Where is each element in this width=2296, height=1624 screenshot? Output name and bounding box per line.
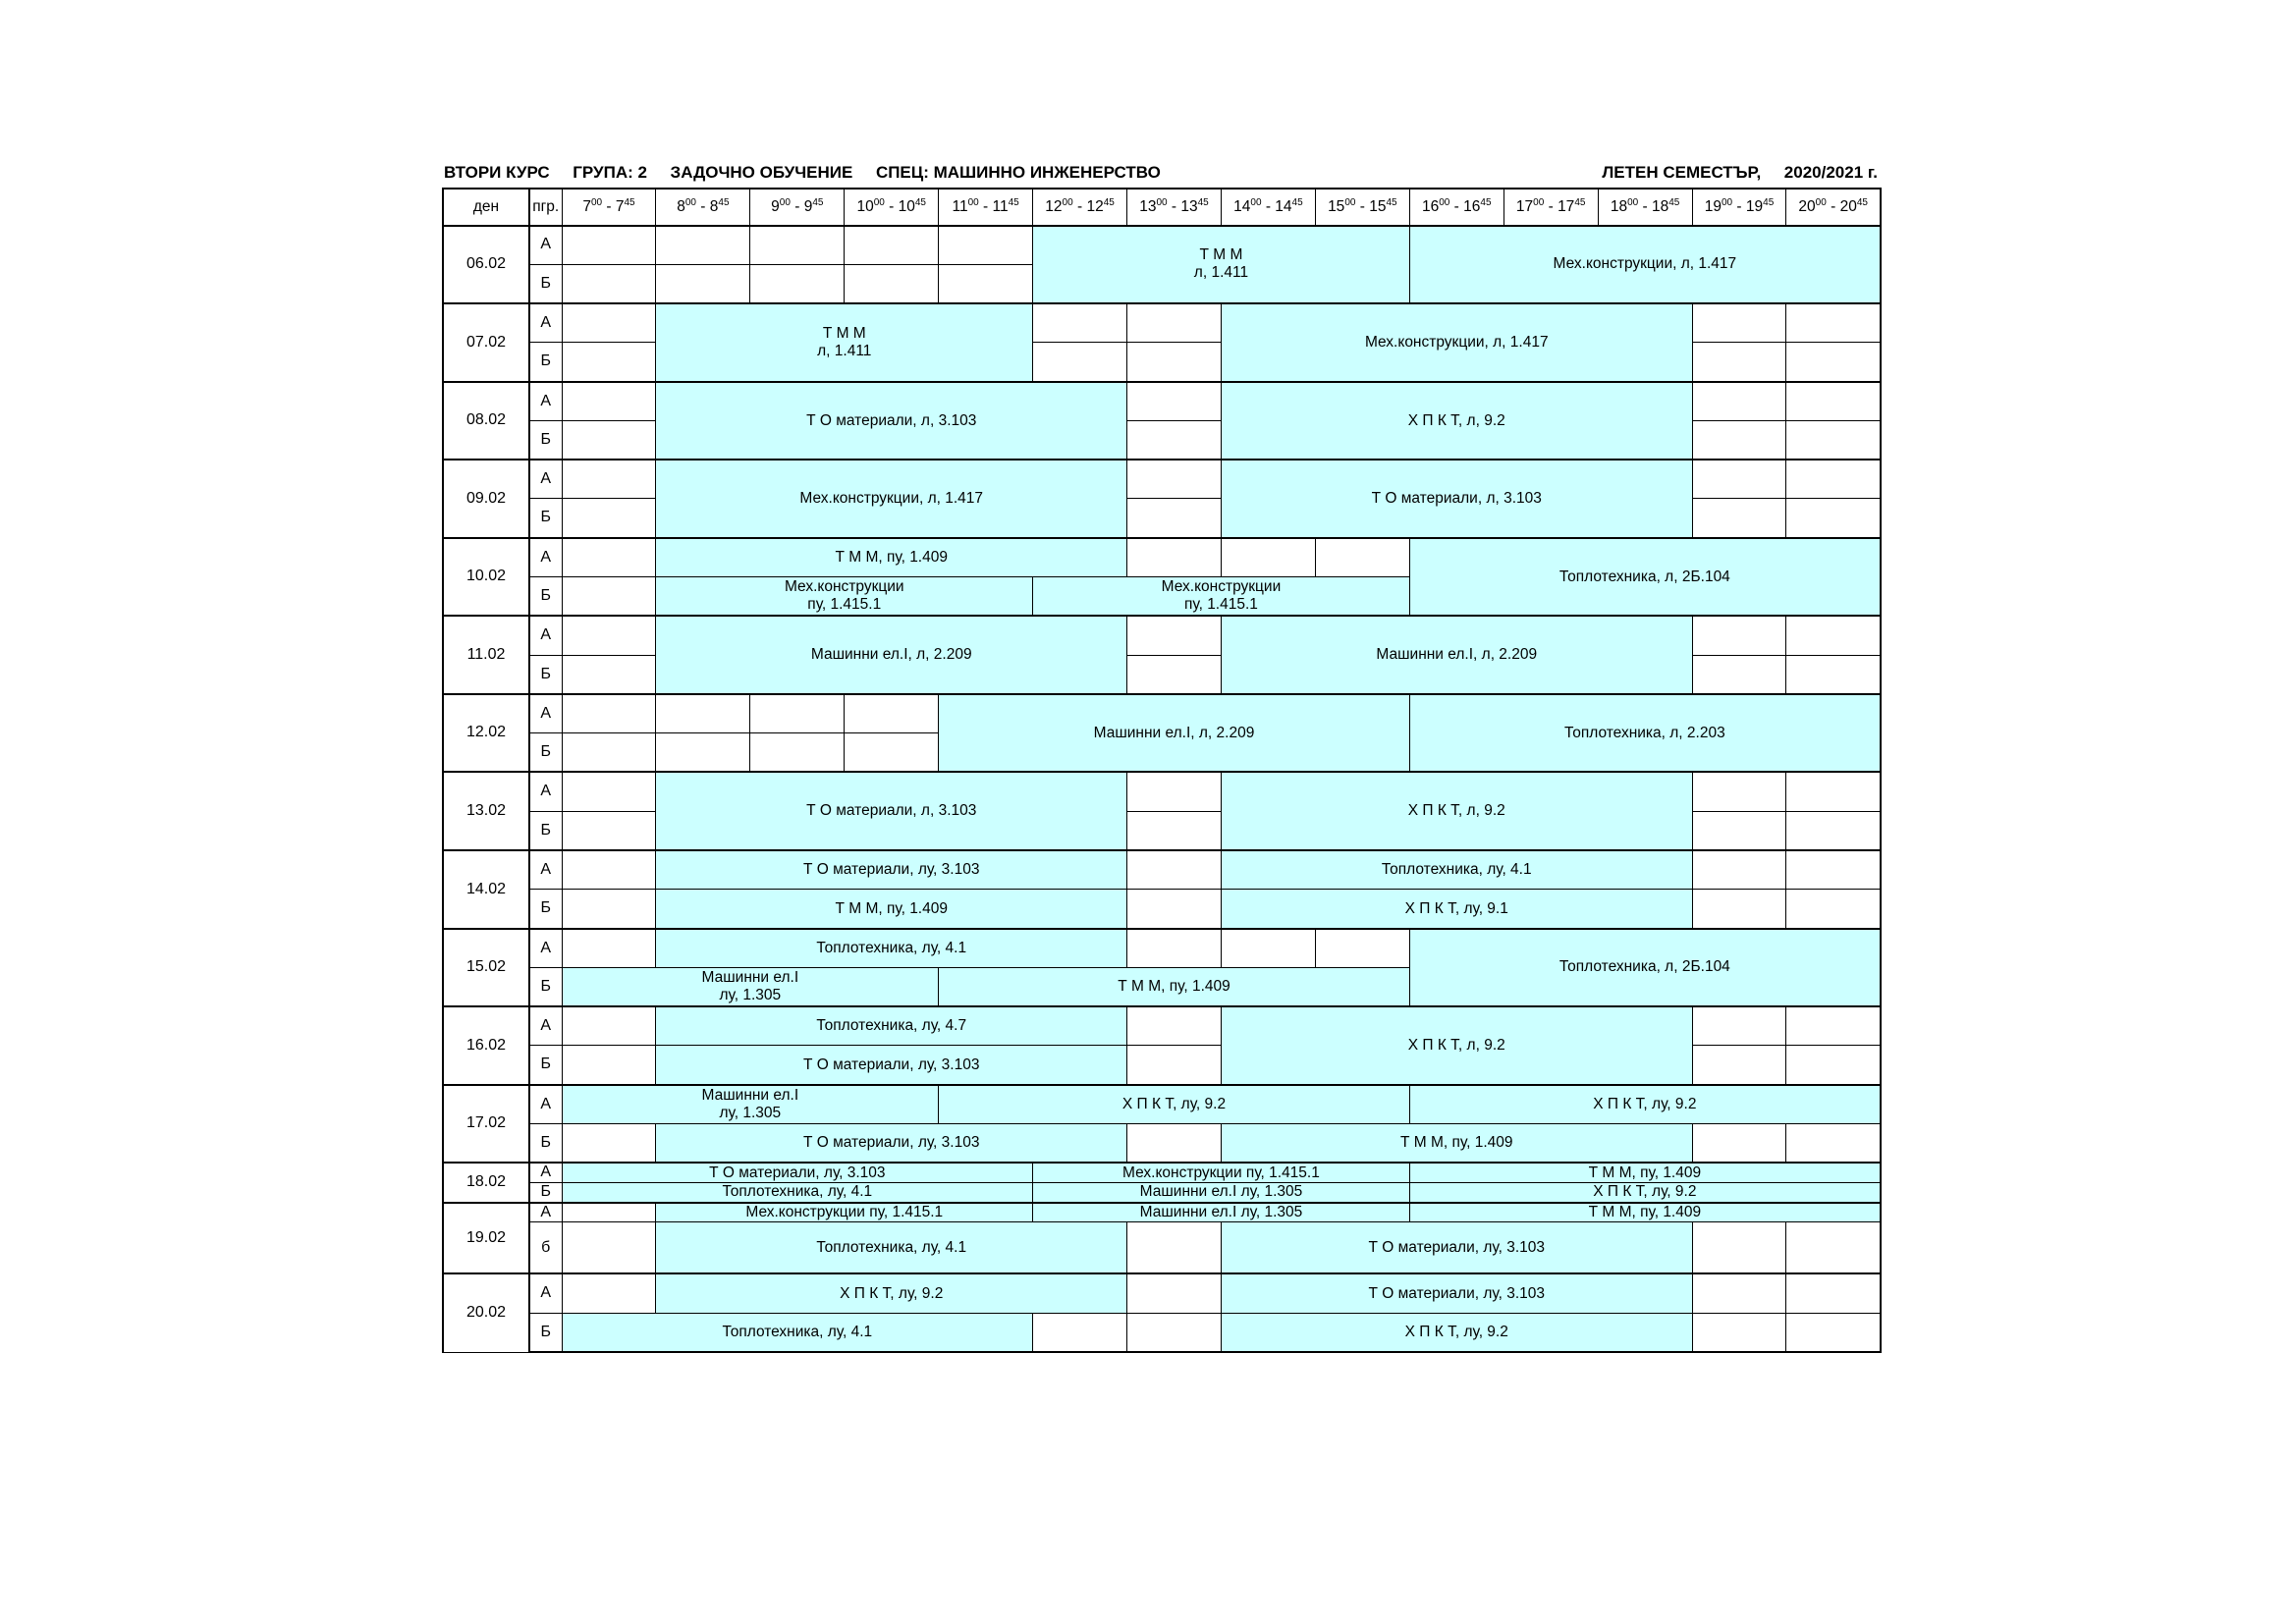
empty-slot-cell <box>1127 343 1222 382</box>
subgroup-label: Б <box>529 811 562 850</box>
empty-slot-cell <box>656 733 750 773</box>
subgroup-label: А <box>529 772 562 811</box>
schedule-row <box>443 1163 1881 1182</box>
class-session-text: Машинни ел.I <box>701 1087 799 1105</box>
empty-slot-cell <box>1127 1313 1222 1352</box>
empty-slot-cell <box>1127 1123 1222 1163</box>
schedule-row <box>443 1182 1881 1202</box>
empty-slot-cell <box>562 772 656 811</box>
class-session-text: Топлотехника, лу, 4.1 <box>816 939 967 956</box>
empty-slot-cell <box>845 694 939 733</box>
class-session-text: Топлотехника, лу, 4.1 <box>1381 861 1532 879</box>
day-date: 13.02 <box>443 772 529 850</box>
empty-slot-cell <box>1786 772 1881 811</box>
empty-slot-cell <box>750 264 845 303</box>
day-column-header: ден <box>443 189 529 226</box>
class-session-text: Машинни ел.I <box>701 969 799 987</box>
empty-slot-cell <box>656 264 750 303</box>
class-session-text: Машинни ел.I, л, 2.209 <box>1376 646 1538 664</box>
subgroup-label: Б <box>529 1313 562 1352</box>
empty-slot-cell <box>939 264 1033 303</box>
subgroup-label: А <box>529 616 562 655</box>
class-session-text: Т О материали, л, 3.103 <box>806 802 977 820</box>
subgroup-label: А <box>529 1006 562 1046</box>
subgroup-label: Б <box>529 890 562 929</box>
empty-slot-cell <box>1127 616 1222 655</box>
empty-slot-cell <box>1127 655 1222 694</box>
empty-slot-cell <box>1127 890 1222 929</box>
empty-slot-cell <box>1315 929 1409 968</box>
schedule-row <box>443 303 1881 343</box>
class-session-text: Х П К Т, лу, 9.2 <box>1121 1095 1227 1112</box>
subgroup-label: Б <box>529 343 562 382</box>
class-session-text: Топлотехника, лу, 4.1 <box>816 1238 967 1256</box>
empty-slot-cell <box>562 850 656 890</box>
time-slot-header: $14^{00} - 14^{45}$ <box>1221 189 1315 226</box>
empty-slot-cell <box>1221 929 1315 968</box>
class-session-cell <box>656 1123 1127 1163</box>
subgroup-label: Б <box>529 1182 562 1202</box>
subgroup-label: А <box>529 850 562 890</box>
empty-slot-cell <box>1692 1123 1786 1163</box>
day-date: 07.02 <box>443 303 529 382</box>
class-session-text: Мех.конструкции, л, 1.417 <box>1553 255 1737 273</box>
empty-slot-cell <box>1786 655 1881 694</box>
class-session-cell <box>656 616 1127 694</box>
class-session-text: Топлотехника, л, 2Б.104 <box>1558 958 1730 976</box>
empty-slot-cell <box>1692 420 1786 460</box>
subgroup-label: А <box>529 1085 562 1124</box>
empty-slot-cell <box>562 343 656 382</box>
empty-slot-cell <box>1692 772 1786 811</box>
empty-slot-cell <box>1692 890 1786 929</box>
class-session-text: Х П К Т, лу, 9.1 <box>1404 899 1508 917</box>
subgroup-label: б <box>529 1222 562 1274</box>
empty-slot-cell <box>1692 850 1786 890</box>
subgroup-label: Б <box>529 655 562 694</box>
empty-slot-cell <box>562 1222 656 1274</box>
class-session-text: Мех.конструкции, л, 1.417 <box>799 490 984 508</box>
class-session-text: Т М М, пу, 1.409 <box>835 899 948 917</box>
empty-slot-cell <box>1127 303 1222 343</box>
class-session-text: Х П К Т, лу, 9.2 <box>840 1284 944 1302</box>
day-date: 06.02 <box>443 226 529 304</box>
subgroup-label: А <box>529 303 562 343</box>
empty-slot-cell <box>1786 499 1881 538</box>
class-session-text: Х П К Т, л, 9.2 <box>1407 802 1505 820</box>
class-session-cell <box>1033 1203 1410 1222</box>
subgroup-label: Б <box>529 733 562 773</box>
empty-slot-cell <box>562 538 656 577</box>
day-date: 16.02 <box>443 1006 529 1085</box>
class-session-cell <box>1033 1163 1410 1182</box>
empty-slot-cell <box>1692 1006 1786 1046</box>
class-session-cell <box>1221 890 1692 929</box>
time-slot-header: $20^{00} - 20^{45}$ <box>1786 189 1881 226</box>
class-session-text: Т О материали, лу, 3.103 <box>709 1164 886 1181</box>
subgroup-label: А <box>529 929 562 968</box>
day-date: 08.02 <box>443 382 529 460</box>
empty-slot-cell <box>1692 1273 1786 1313</box>
class-session-text: Машинни ел.I, л, 2.209 <box>810 646 972 664</box>
schedule-row <box>443 460 1881 499</box>
schedule-row <box>443 226 1881 265</box>
class-session-text: лу, 1.305 <box>719 1104 782 1121</box>
time-slot-header: $12^{00} - 12^{45}$ <box>1033 189 1127 226</box>
class-session-text: Т О материали, лу, 3.103 <box>1368 1238 1545 1256</box>
empty-slot-cell <box>750 226 845 265</box>
class-session-text: Х П К Т, лу, 9.2 <box>1593 1095 1697 1112</box>
class-session-text: Топлотехника, лу, 4.1 <box>722 1323 873 1340</box>
class-session-text: Т М М, пу, 1.409 <box>1588 1164 1702 1181</box>
empty-slot-cell <box>1786 850 1881 890</box>
class-session-text: Т О материали, лу, 3.103 <box>802 1056 980 1073</box>
empty-slot-cell <box>562 420 656 460</box>
subgroup-label: А <box>529 226 562 265</box>
empty-slot-cell <box>1692 1313 1786 1352</box>
empty-slot-cell <box>562 382 656 421</box>
class-session-cell <box>939 694 1410 773</box>
schedule-row <box>443 382 1881 421</box>
empty-slot-cell <box>1221 538 1315 577</box>
empty-slot-cell <box>562 1123 656 1163</box>
class-session-text: лу, 1.305 <box>719 986 782 1003</box>
empty-slot-cell <box>1692 811 1786 850</box>
empty-slot-cell <box>562 929 656 968</box>
class-session-cell <box>1033 577 1410 617</box>
day-date: 09.02 <box>443 460 529 538</box>
class-session-cell <box>1221 303 1692 382</box>
schedule-row <box>443 1006 1881 1046</box>
empty-slot-cell <box>845 264 939 303</box>
class-session-text: Т О материали, л, 3.103 <box>806 411 977 429</box>
class-session-cell <box>562 1163 1033 1182</box>
empty-slot-cell <box>1127 929 1222 968</box>
day-date: 17.02 <box>443 1085 529 1164</box>
empty-slot-cell <box>562 499 656 538</box>
time-slot-header: $15^{00} - 15^{45}$ <box>1315 189 1409 226</box>
empty-slot-cell <box>750 694 845 733</box>
class-session-text: Мех.конструкции пу, 1.415.1 <box>745 1203 944 1220</box>
empty-slot-cell <box>1692 499 1786 538</box>
subgroup-label: Б <box>529 420 562 460</box>
empty-slot-cell <box>1786 382 1881 421</box>
day-date: 14.02 <box>443 850 529 929</box>
schedule-row <box>443 1313 1881 1352</box>
subgroup-label: Б <box>529 577 562 617</box>
day-date: 20.02 <box>443 1273 529 1352</box>
empty-slot-cell <box>1692 303 1786 343</box>
empty-slot-cell <box>1692 616 1786 655</box>
time-slot-header: $11^{00} - 11^{45}$ <box>939 189 1033 226</box>
subgroup-label: Б <box>529 499 562 538</box>
subgroup-label: Б <box>529 1123 562 1163</box>
class-session-text: Топлотехника, л, 2.203 <box>1563 724 1725 741</box>
empty-slot-cell <box>1127 1222 1222 1274</box>
class-session-text: Х П К Т, л, 9.2 <box>1407 1037 1505 1054</box>
schedule-table-wrapper <box>442 188 1880 1353</box>
schedule-table <box>442 188 1882 1353</box>
class-session-cell <box>656 929 1127 968</box>
empty-slot-cell <box>656 694 750 733</box>
empty-slot-cell <box>1127 499 1222 538</box>
time-slot-header: $18^{00} - 18^{45}$ <box>1598 189 1692 226</box>
empty-slot-cell <box>939 226 1033 265</box>
schedule-row <box>443 1085 1881 1124</box>
empty-slot-cell <box>1786 616 1881 655</box>
class-session-text: Мех.конструкции <box>784 578 904 596</box>
empty-slot-cell <box>562 1273 656 1313</box>
empty-slot-cell <box>1033 303 1127 343</box>
class-session-cell <box>562 1182 1033 1202</box>
class-session-cell <box>1409 1085 1881 1124</box>
class-session-text: Т М М <box>1199 246 1243 264</box>
empty-slot-cell <box>562 811 656 850</box>
class-session-text: Х П К Т, л, 9.2 <box>1407 411 1505 429</box>
empty-slot-cell <box>1127 382 1222 421</box>
class-session-cell <box>1221 772 1692 850</box>
class-session-cell <box>1221 460 1692 538</box>
class-session-cell <box>656 850 1127 890</box>
empty-slot-cell <box>1033 1313 1127 1352</box>
empty-slot-cell <box>1786 1123 1881 1163</box>
time-slot-header: $19^{00} - 19^{45}$ <box>1692 189 1786 226</box>
empty-slot-cell <box>1127 1046 1222 1085</box>
document-header <box>444 163 1878 185</box>
time-slot-header: $7^{00} - 7^{45}$ <box>562 189 656 226</box>
class-session-cell <box>562 967 939 1006</box>
class-session-cell <box>1409 1163 1881 1182</box>
empty-slot-cell <box>1786 303 1881 343</box>
day-date: 10.02 <box>443 538 529 617</box>
subgroup-label: А <box>529 382 562 421</box>
class-session-cell <box>939 967 1410 1006</box>
schedule-row <box>443 1222 1881 1274</box>
empty-slot-cell <box>562 1046 656 1085</box>
empty-slot-cell <box>1786 1273 1881 1313</box>
empty-slot-cell <box>1692 382 1786 421</box>
empty-slot-cell <box>1786 1222 1881 1274</box>
class-session-cell <box>562 1313 1033 1352</box>
class-session-cell <box>1221 1273 1692 1313</box>
empty-slot-cell <box>1127 420 1222 460</box>
class-session-cell <box>656 382 1127 460</box>
class-session-text: Х П К Т, лу, 9.2 <box>1404 1323 1508 1340</box>
class-session-text: Мех.конструкции, л, 1.417 <box>1364 333 1549 351</box>
empty-slot-cell <box>562 264 656 303</box>
class-session-cell <box>656 1006 1127 1046</box>
empty-slot-cell <box>1315 538 1409 577</box>
class-session-text: Т М М, пу, 1.409 <box>835 548 948 566</box>
empty-slot-cell <box>750 733 845 773</box>
schedule-row <box>443 616 1881 655</box>
class-session-text: Мех.конструкции пу, 1.415.1 <box>1122 1164 1320 1181</box>
class-session-cell <box>1409 1203 1881 1222</box>
schedule-row <box>443 538 1881 577</box>
schedule-row <box>443 772 1881 811</box>
empty-slot-cell <box>1127 460 1222 499</box>
class-session-text: Х П К Т, лу, 9.2 <box>1593 1183 1697 1201</box>
class-session-cell <box>1221 1006 1692 1085</box>
class-session-text: Машинни ел.I лу, 1.305 <box>1139 1203 1303 1220</box>
class-session-cell <box>656 1222 1127 1274</box>
empty-slot-cell <box>1692 343 1786 382</box>
class-session-text: Т О материали, лу, 3.103 <box>1368 1284 1545 1302</box>
class-session-cell <box>656 1203 1033 1222</box>
schedule-row <box>443 1203 1881 1222</box>
class-session-cell <box>562 1085 939 1124</box>
empty-slot-cell <box>1127 1006 1222 1046</box>
class-session-text: Т М М, пу, 1.409 <box>1118 978 1230 996</box>
class-session-cell <box>1409 538 1881 617</box>
class-session-cell <box>656 577 1033 617</box>
class-session-cell <box>1409 226 1881 304</box>
class-session-text: пу, 1.415.1 <box>807 596 882 614</box>
time-slot-header: $8^{00} - 8^{45}$ <box>656 189 750 226</box>
class-session-text: пу, 1.415.1 <box>1183 596 1258 614</box>
empty-slot-cell <box>1786 890 1881 929</box>
time-slot-header: $9^{00} - 9^{45}$ <box>750 189 845 226</box>
empty-slot-cell <box>1692 655 1786 694</box>
subgroup-label: Б <box>529 264 562 303</box>
class-session-cell <box>656 772 1127 850</box>
empty-slot-cell <box>1127 538 1222 577</box>
class-session-cell <box>656 890 1127 929</box>
class-session-cell <box>656 460 1127 538</box>
empty-slot-cell <box>562 733 656 773</box>
empty-slot-cell <box>562 890 656 929</box>
class-session-cell <box>656 303 1033 382</box>
empty-slot-cell <box>1786 1313 1881 1352</box>
day-date: 11.02 <box>443 616 529 694</box>
subgroup-label: А <box>529 1163 562 1182</box>
day-date: 12.02 <box>443 694 529 773</box>
class-session-text: Т М М, пу, 1.409 <box>1588 1203 1702 1220</box>
class-session-cell <box>656 1273 1127 1313</box>
empty-slot-cell <box>845 733 939 773</box>
empty-slot-cell <box>1127 850 1222 890</box>
time-slot-header: $13^{00} - 13^{45}$ <box>1127 189 1222 226</box>
course-info: ВТОРИ КУРС ГРУПА: 2 ЗАДОЧНО ОБУЧЕНИЕ СПЕЦ: МАШИННО ИНЖЕНЕРСТВО <box>444 163 1161 182</box>
empty-slot-cell <box>845 226 939 265</box>
semester-info: ЛЕТЕН СЕМЕСТЪР, 2020/2021 г. <box>1602 163 1878 182</box>
class-session-text: Т О материали, лу, 3.103 <box>802 1134 980 1152</box>
header-row <box>443 189 1881 226</box>
class-session-text: Машинни ел.I, л, 2.209 <box>1093 724 1255 741</box>
empty-slot-cell <box>1127 772 1222 811</box>
empty-slot-cell <box>1127 811 1222 850</box>
class-session-cell <box>1221 1313 1692 1352</box>
class-session-cell <box>656 538 1127 577</box>
class-session-cell <box>1033 1182 1410 1202</box>
class-session-text: Т О материали, л, 3.103 <box>1371 490 1542 508</box>
empty-slot-cell <box>562 577 656 617</box>
class-session-cell <box>1221 850 1692 890</box>
empty-slot-cell <box>1786 1046 1881 1085</box>
subgroup-label: А <box>529 538 562 577</box>
class-session-cell <box>656 1046 1127 1085</box>
empty-slot-cell <box>1786 1006 1881 1046</box>
empty-slot-cell <box>562 694 656 733</box>
empty-slot-cell <box>1033 343 1127 382</box>
day-date: 15.02 <box>443 929 529 1007</box>
class-session-text: Топлотехника, лу, 4.1 <box>722 1183 873 1201</box>
day-date: 18.02 <box>443 1163 529 1202</box>
class-session-text: л, 1.411 <box>817 342 872 359</box>
class-session-text: Топлотехника, лу, 4.7 <box>816 1017 967 1035</box>
schedule-row <box>443 929 1881 968</box>
class-session-cell <box>1221 1222 1692 1274</box>
empty-slot-cell <box>1692 1222 1786 1274</box>
subgroup-label: А <box>529 694 562 733</box>
empty-slot-cell <box>562 460 656 499</box>
empty-slot-cell <box>1692 1046 1786 1085</box>
schedule-row <box>443 850 1881 890</box>
time-slot-header: $16^{00} - 16^{45}$ <box>1409 189 1503 226</box>
empty-slot-cell <box>562 226 656 265</box>
subgroup-label: А <box>529 460 562 499</box>
class-session-cell <box>1409 929 1881 1007</box>
empty-slot-cell <box>1786 420 1881 460</box>
time-slot-header: $17^{00} - 17^{45}$ <box>1503 189 1598 226</box>
empty-slot-cell <box>562 655 656 694</box>
class-session-cell <box>1409 1182 1881 1202</box>
class-session-cell <box>1221 382 1692 460</box>
class-session-cell <box>1221 1123 1692 1163</box>
class-session-cell <box>1033 226 1410 304</box>
class-session-text: Топлотехника, л, 2Б.104 <box>1558 568 1730 585</box>
empty-slot-cell <box>1692 460 1786 499</box>
empty-slot-cell <box>562 303 656 343</box>
class-session-text: Мех.конструкции <box>1161 578 1282 596</box>
empty-slot-cell <box>1786 343 1881 382</box>
empty-slot-cell <box>1786 460 1881 499</box>
schedule-row <box>443 694 1881 733</box>
empty-slot-cell <box>562 1006 656 1046</box>
empty-slot-cell <box>562 1203 656 1222</box>
subgroup-label: Б <box>529 967 562 1006</box>
empty-slot-cell <box>656 226 750 265</box>
class-session-text: Т М М, пу, 1.409 <box>1400 1134 1513 1152</box>
day-date: 19.02 <box>443 1203 529 1274</box>
class-session-cell <box>939 1085 1410 1124</box>
time-slot-header: $10^{00} - 10^{45}$ <box>845 189 939 226</box>
schedule-row <box>443 1273 1881 1313</box>
empty-slot-cell <box>1127 1273 1222 1313</box>
class-session-text: Машинни ел.I лу, 1.305 <box>1139 1183 1303 1201</box>
subgroup-label: А <box>529 1203 562 1222</box>
class-session-text: Т О материали, лу, 3.103 <box>802 861 980 879</box>
empty-slot-cell <box>1786 811 1881 850</box>
class-session-text: Т М М <box>822 325 866 343</box>
subgroup-label: Б <box>529 1046 562 1085</box>
schedule-row <box>443 890 1881 929</box>
subgroup-label: А <box>529 1273 562 1313</box>
class-session-text: л, 1.411 <box>1193 264 1249 282</box>
subgroup-column-header: пгр. <box>529 189 562 226</box>
class-session-cell <box>1409 694 1881 773</box>
empty-slot-cell <box>562 616 656 655</box>
class-session-cell <box>1221 616 1692 694</box>
schedule-row <box>443 1123 1881 1163</box>
